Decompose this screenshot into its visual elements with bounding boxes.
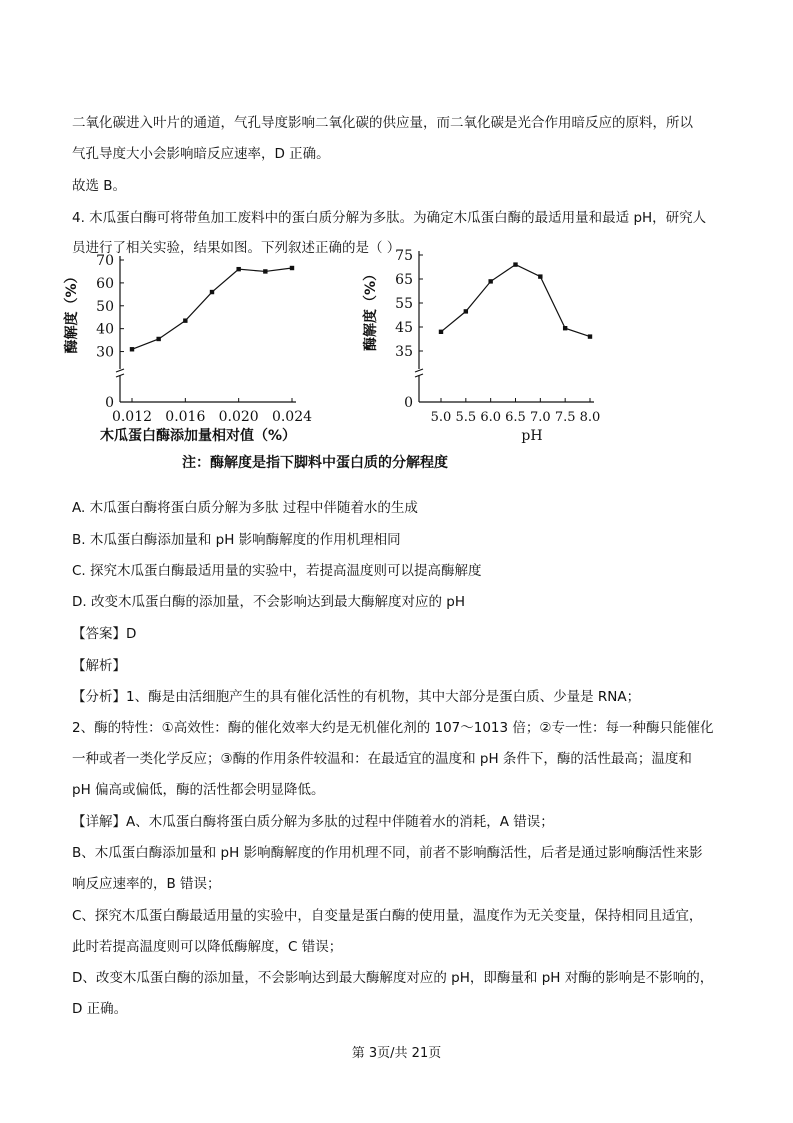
x-axis-label: pH	[521, 428, 543, 444]
y-tick-label: 45	[395, 320, 413, 336]
y-axis-label: 酶解度（%）	[64, 269, 80, 354]
analysis-line: 一种或者一类化学反应；③酶的作用条件较温和：在最适宜的温度和 pH 条件下，酶的活性最高；温度和	[72, 751, 692, 767]
series-line	[441, 265, 590, 337]
page-footer: 第 3页/共 21页	[351, 1046, 442, 1061]
x-axis-label: 木瓜蛋白酶添加量相对值（%）	[99, 428, 297, 444]
data-point	[290, 266, 294, 270]
y-tick-label: 30	[96, 344, 114, 361]
text-line: 气孔导度大小会影响暗反应速率，D 正确。	[72, 146, 330, 162]
analysis-line: 2、酶的特性：①高效性：酶的催化效率大约是无机催化剂的 107～1013 倍；②专一性：每一种酶只能催化	[72, 720, 714, 736]
x-tick-label: 6.5	[505, 410, 526, 425]
chart-enzyme-amount	[63, 253, 312, 444]
data-point	[156, 337, 160, 341]
y-tick-label: 40	[96, 321, 114, 338]
data-point	[236, 267, 240, 271]
question-4-line: 员进行了相关实验，结果如图。下列叙述正确的是（ ）	[72, 240, 401, 256]
detail-line: C、探究木瓜蛋白酶最适用量的实验中，自变量是蛋白酶的使用量，温度作为无关变量，保持相同且适宜，	[72, 908, 703, 924]
text-line: 故选 B。	[72, 178, 127, 194]
axis-break-mark	[116, 369, 124, 372]
y-tick-label: 65	[395, 272, 413, 288]
detail-line: D 正确。	[72, 1001, 128, 1017]
x-tick-label: 0.016	[165, 409, 206, 425]
analysis-line: 【分析】1、酶是由活细胞产生的具有催化活性的有机物，其中大部分是蛋白质、少量是 RNA；	[72, 689, 641, 705]
option-c: C. 探究木瓜蛋白酶最适用量的实验中，若提高温度则可以提高酶解度	[72, 563, 482, 579]
y-tick-label: 55	[395, 296, 413, 312]
answer-line: 【答案】D	[72, 626, 137, 642]
detail-line: 此时若提高温度则可以降低酶解度，C 错误；	[72, 939, 343, 955]
axis-break-mark	[415, 369, 423, 372]
y-tick-label: 60	[96, 275, 114, 292]
option-d: D. 改变木瓜蛋白酶的添加量，不会影响达到最大酶解度对应的 pH	[72, 594, 465, 610]
y-zero-label: 0	[404, 395, 413, 411]
analysis-line: pH 偏高或偏低，酶的活性都会明显降低。	[72, 782, 325, 798]
y-tick-label: 70	[96, 253, 114, 269]
x-tick-label: 5.0	[430, 410, 452, 425]
x-tick-label: 0.020	[218, 409, 259, 425]
charts-svg	[64, 244, 640, 454]
chart-ph	[362, 248, 600, 444]
question-4-line: 4. 木瓜蛋白酶可将带鱼加工废料中的蛋白质分解为多肽。为确定木瓜蛋白酶的最适用量和最适 pH，研究人	[72, 210, 707, 226]
detail-line: 响反应速率的，B 错误；	[72, 876, 221, 892]
x-tick-label: 5.5	[455, 410, 477, 425]
detail-line: 【详解】A、木瓜蛋白酶将蛋白质分解为多肽的过程中伴随着水的消耗，A 错误；	[72, 814, 554, 830]
x-tick-label: 8.0	[579, 410, 601, 425]
data-point	[488, 279, 492, 283]
data-point	[263, 269, 267, 273]
y-axis-label: 酶解度（%）	[363, 266, 379, 352]
data-point	[130, 347, 134, 351]
x-tick-label: 7.0	[529, 410, 551, 425]
x-tick-label: 6.0	[480, 410, 502, 425]
x-tick-label: 0.012	[111, 409, 153, 425]
option-a: A. 木瓜蛋白酶将蛋白质分解为多肽 过程中伴随着水的生成	[72, 500, 418, 516]
data-point	[513, 262, 517, 266]
figure-note: 注：酶解度是指下脚料中蛋白质的分解程度	[182, 455, 448, 471]
detail-line: B、木瓜蛋白酶添加量和 pH 影响酶解度的作用机理不同，前者不影响酶活性，后者是通过影响酶活性来影	[72, 845, 703, 861]
detail-line: D、改变木瓜蛋白酶的添加量，不会影响达到最大酶解度对应的 pH，即酶量和 pH 对酶的影响是不影响的，	[72, 970, 714, 986]
data-point	[588, 334, 592, 338]
y-tick-label: 75	[395, 248, 413, 264]
data-point	[563, 326, 567, 330]
data-point	[464, 309, 468, 313]
y-zero-label: 0	[105, 395, 114, 411]
analysis-heading: 【解析】	[72, 658, 126, 674]
option-b: B. 木瓜蛋白酶添加量和 pH 影响酶解度的作用机理相同	[72, 532, 401, 548]
data-point	[538, 274, 542, 278]
figure	[64, 244, 640, 474]
y-tick-label: 35	[395, 344, 413, 360]
series-line	[132, 268, 292, 349]
data-point	[210, 290, 214, 294]
text-line: 二氧化碳进入叶片的通道，气孔导度影响二氧化碳的供应量，而二氧化碳是光合作用暗反应的原料，所以	[72, 115, 693, 131]
x-tick-label: 0.024	[271, 409, 313, 425]
data-point	[439, 330, 443, 334]
data-point	[183, 318, 187, 322]
x-tick-label: 7.5	[554, 410, 576, 425]
y-tick-label: 50	[96, 298, 114, 315]
